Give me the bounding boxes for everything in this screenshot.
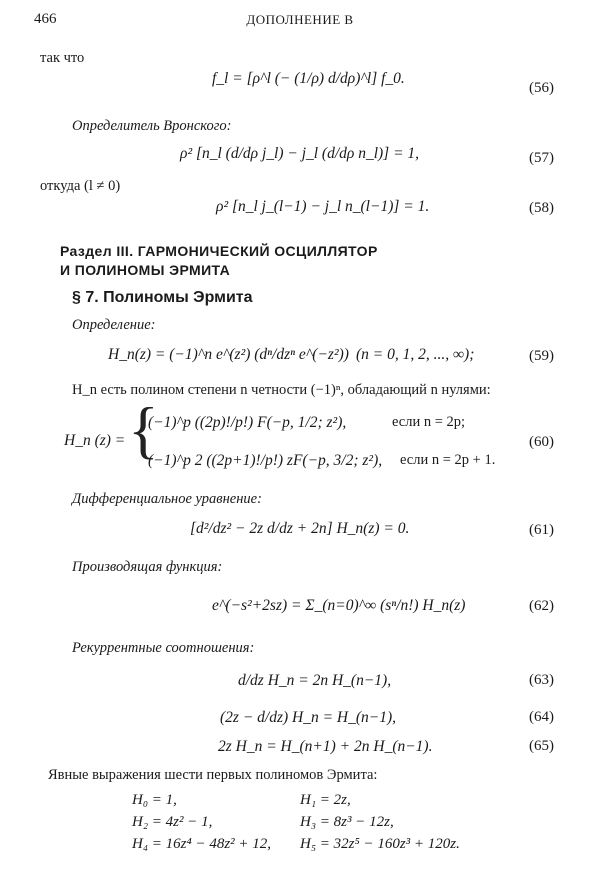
equation-60-cond1: если n = 2p; (392, 414, 466, 430)
equation-63: d/dz H_n = 2n H_(n−1), (238, 672, 392, 689)
equation-number-57: (57) (529, 150, 554, 166)
equation-59-condition: (n = 0, 1, 2, ..., ∞); (356, 346, 475, 363)
equation-56: f_l = [ρ^l (− (1/ρ) d/dρ)^l] f_0. (212, 70, 405, 87)
equation-number-62: (62) (529, 598, 554, 614)
left-brace-icon: { (128, 394, 159, 465)
whence-text: откуда (l ≠ 0) (40, 178, 121, 194)
hermite-h3: H₃ = 8z³ − 12z, (300, 814, 394, 830)
equation-59: H_n(z) = (−1)^n e^(z²) (dⁿ/dzⁿ e^(−z²)) (108, 346, 349, 363)
section-title-line1: Раздел III. ГАРМОНИЧЕСКИЙ ОСЦИЛЛЯТОР (60, 243, 378, 259)
equation-number-60: (60) (529, 434, 554, 450)
equation-65: 2z H_n = H_(n+1) + 2n H_(n−1). (218, 738, 433, 755)
equation-number-64: (64) (529, 709, 554, 725)
explicit-label: Явные выражения шести первых полиномов Эрмита: (48, 767, 378, 783)
equation-58: ρ² [n_l j_(l−1) − j_l n_(l−1)] = 1. (216, 198, 430, 215)
intro-text: так что (40, 50, 85, 66)
subsection-title: § 7. Полиномы Эрмита (72, 289, 253, 306)
hermite-h0: H₀ = 1, (132, 792, 177, 808)
equation-number-63: (63) (529, 672, 554, 688)
equation-57: ρ² [n_l (d/dρ j_l) − j_l (d/dρ n_l)] = 1, (180, 145, 420, 162)
parity-text: H_n есть полином степени n четности (−1)ⁿ, обладающий n нулями: (72, 382, 491, 398)
equation-60-case2: (−1)^p 2 ((2p+1)!/p!) zF(−p, 3/2; z²), (148, 452, 383, 469)
equation-60-lhs: H_n (z) = (64, 432, 126, 449)
definition-label: Определение: (72, 317, 156, 333)
equation-number-59: (59) (529, 348, 554, 364)
equation-number-65: (65) (529, 738, 554, 754)
hermite-h4: H₄ = 16z⁴ − 48z² + 12, (132, 836, 272, 852)
recurrence-label: Рекуррентные соотношения: (72, 640, 255, 656)
hermite-h5: H₅ = 32z⁵ − 160z³ + 120z. (300, 836, 460, 852)
page-number: 466 (34, 11, 57, 27)
equation-number-56: (56) (529, 80, 554, 96)
equation-number-58: (58) (529, 200, 554, 216)
hermite-h1: H₁ = 2z, (300, 792, 351, 808)
wronskian-label: Определитель Вронского: (72, 118, 232, 134)
equation-60-case1: (−1)^p ((2p)!/p!) F(−p, 1/2; z²), (148, 414, 347, 431)
equation-61: [d²/dz² − 2z d/dz + 2n] H_n(z) = 0. (190, 520, 410, 537)
generating-label: Производящая функция: (72, 559, 223, 575)
equation-60-cond2: если n = 2p + 1. (400, 452, 496, 468)
running-title: ДОПОЛНЕНИЕ В (246, 12, 354, 27)
section-title-line2: И ПОЛИНОМЫ ЭРМИТА (60, 262, 231, 278)
diffeq-label: Дифференциальное уравнение: (72, 491, 262, 507)
equation-64: (2z − d/dz) H_n = H_(n−1), (220, 709, 397, 726)
equation-number-61: (61) (529, 522, 554, 538)
equation-62: e^(−s²+2sz) = Σ_(n=0)^∞ (sⁿ/n!) H_n(z) (212, 597, 466, 614)
hermite-h2: H₂ = 4z² − 1, (132, 814, 213, 830)
